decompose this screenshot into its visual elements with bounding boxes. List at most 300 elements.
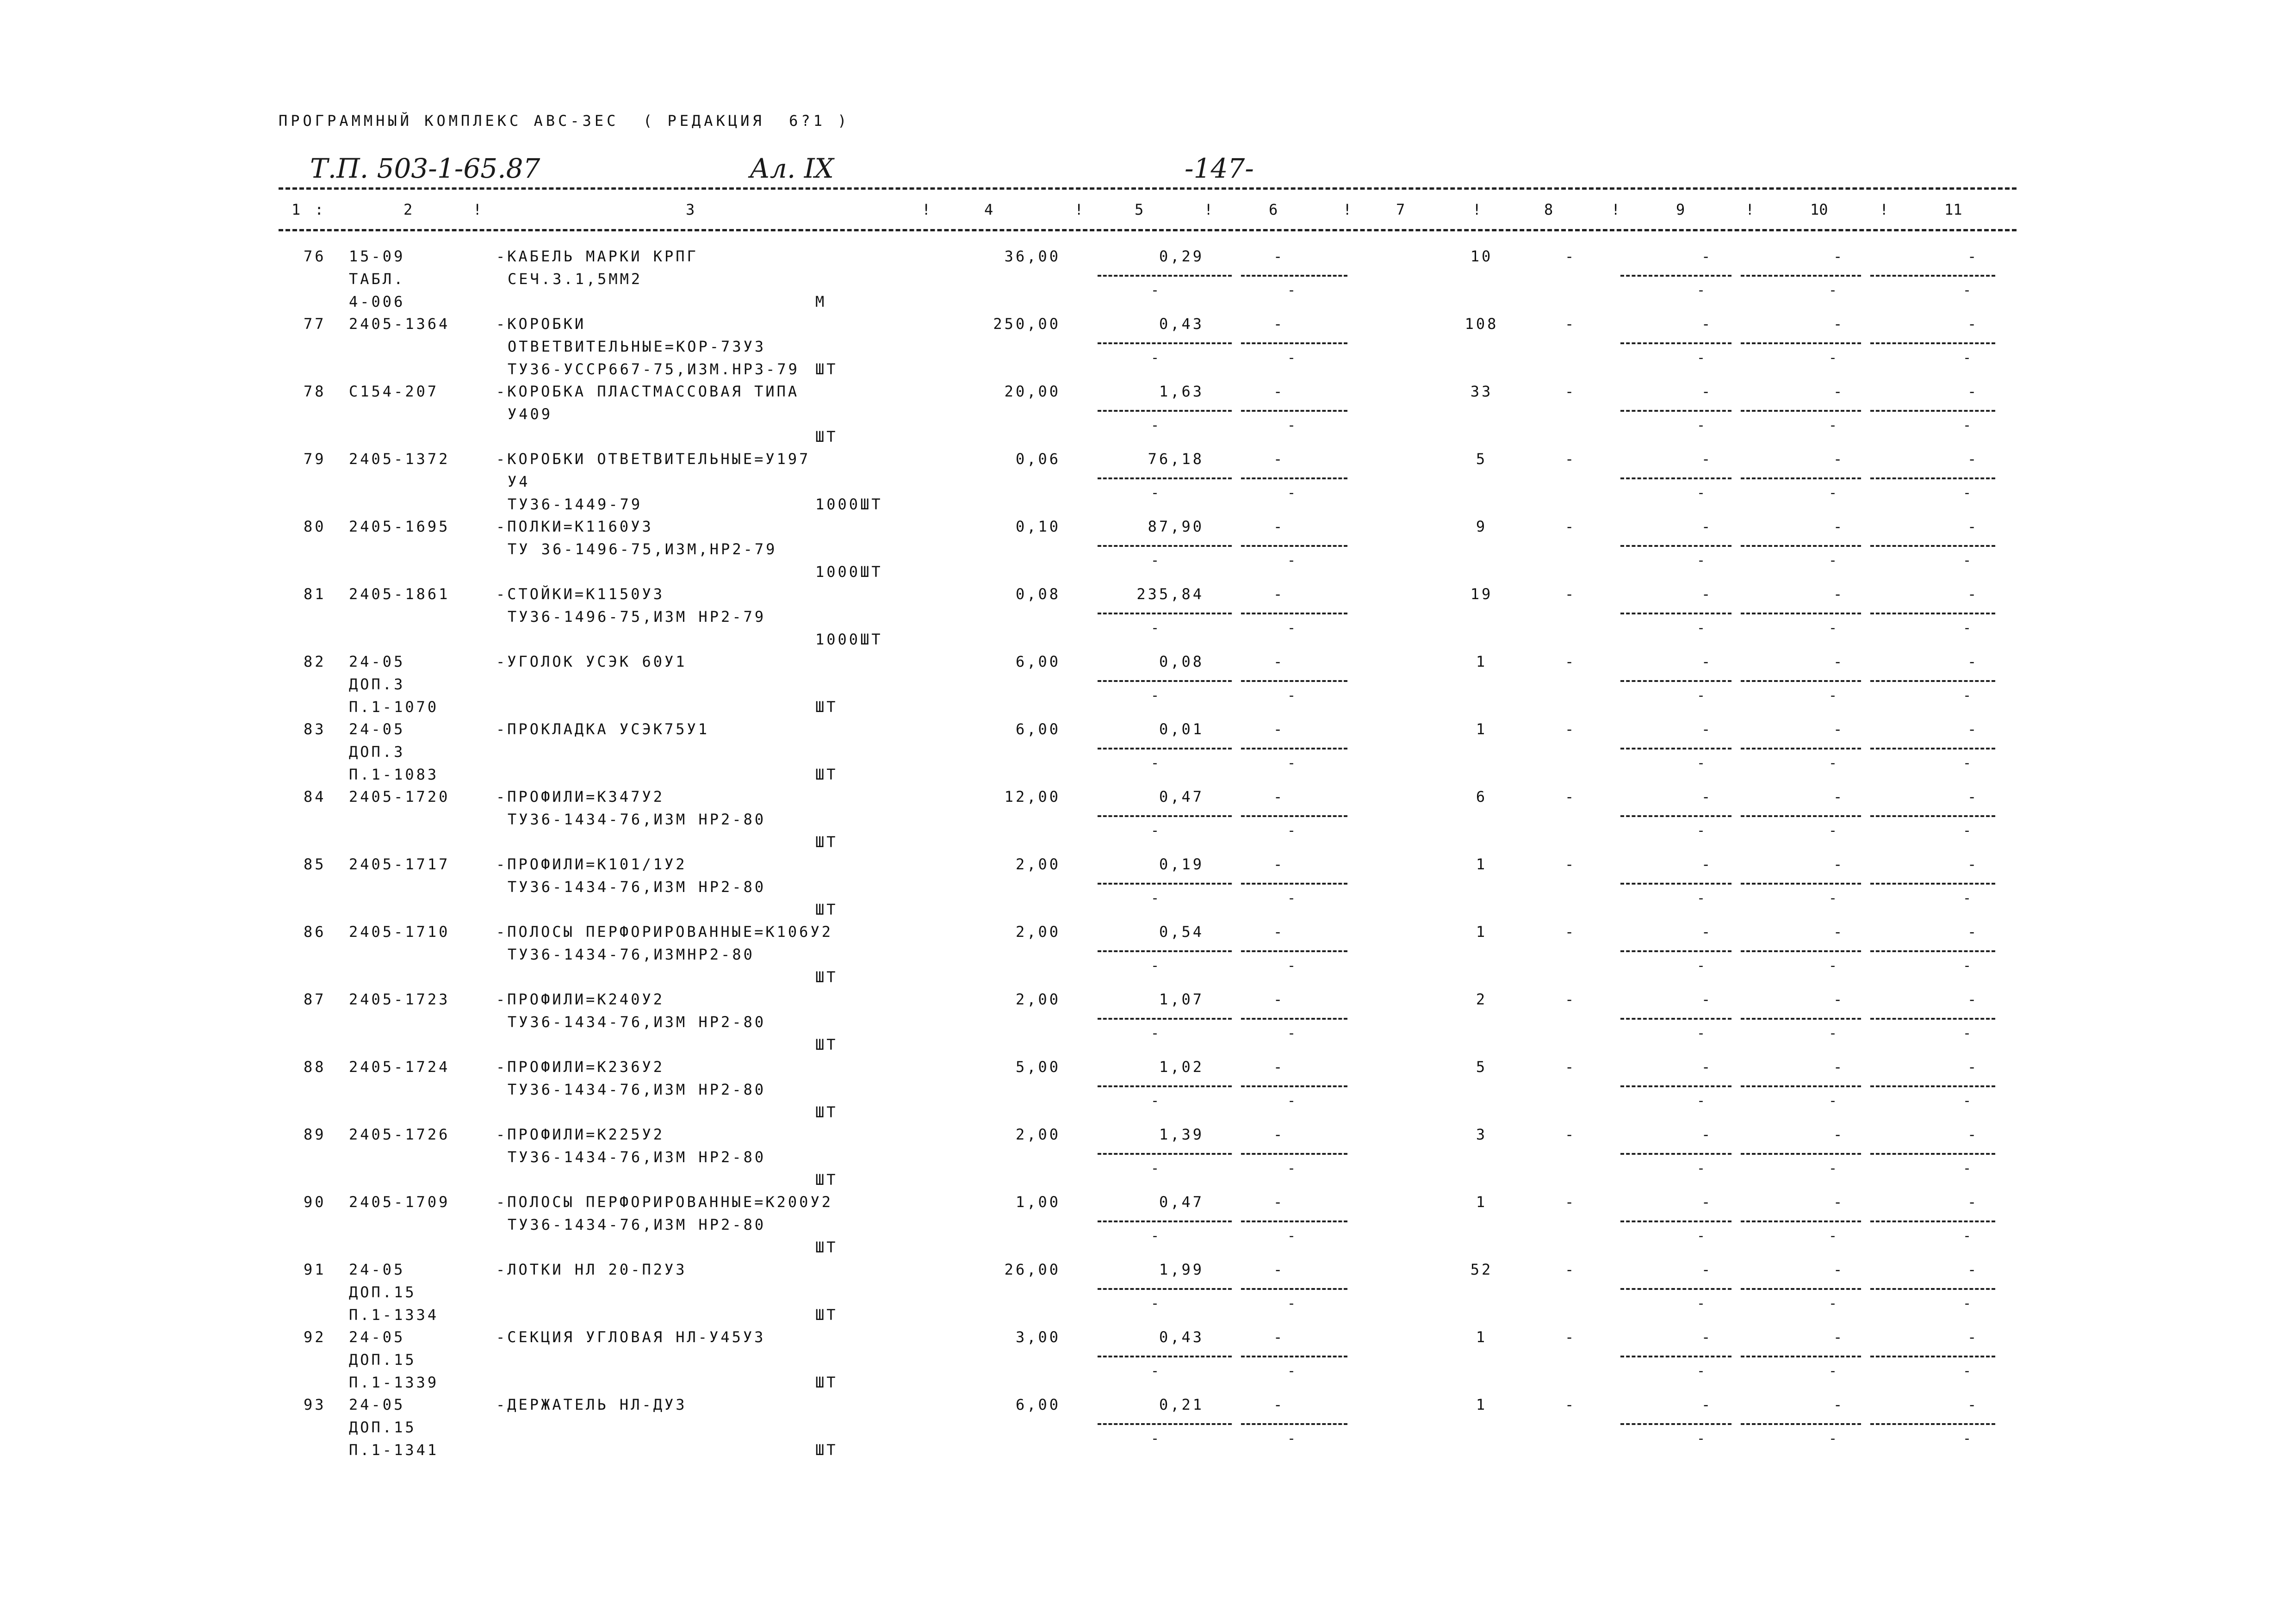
estimate-table (279, 245, 2017, 1461)
empty-cell-dash: - (1151, 755, 1162, 771)
row-name-line-2: У409 (508, 405, 553, 423)
empty-cell-dash: - (1697, 755, 1708, 771)
empty-cell-dash: - (1151, 823, 1162, 839)
row-unit-price: 1,99 (1159, 1261, 1204, 1278)
row-col-10: - (1833, 383, 1845, 400)
row-col-11: - (1967, 315, 1979, 333)
empty-cell-dash: - (1963, 620, 1974, 636)
row-quantity: 0,10 (1015, 518, 1061, 535)
row-code-line-3: П.1-1083 (349, 766, 439, 783)
cell-divider (1098, 680, 1232, 682)
row-unit: 1000ШТ (815, 631, 883, 648)
cell-divider (1741, 1288, 1861, 1290)
cell-divider (1870, 545, 1995, 547)
cell-divider (1870, 613, 1995, 614)
col-num-7: 7 (1396, 201, 1405, 218)
cell-divider (1098, 342, 1232, 344)
row-unit: ШТ (815, 428, 838, 446)
row-col-10: - (1833, 585, 1845, 603)
cell-divider (1620, 1288, 1731, 1290)
row-col-6: - (1273, 1396, 1285, 1413)
empty-cell-dash: - (1829, 1431, 1840, 1447)
cell-divider (1870, 815, 1995, 817)
row-code-line-1: 2405-1720 (349, 788, 450, 805)
cell-divider (1098, 950, 1232, 952)
row-unit-price: 0,54 (1159, 923, 1204, 941)
row-unit-price: 1,39 (1159, 1126, 1204, 1143)
empty-cell-dash: - (1151, 1363, 1162, 1379)
row-unit: ШТ (815, 1103, 838, 1121)
row-name-line-1: -СЕКЦИЯ УГЛОВАЯ НЛ-У45У3 (496, 1328, 766, 1346)
row-code-line-3: 4-006 (349, 293, 405, 310)
row-quantity: 6,00 (1015, 1396, 1061, 1413)
row-total: 5 (1476, 450, 1488, 468)
row-col-6: - (1273, 653, 1285, 670)
row-quantity: 6,00 (1015, 720, 1061, 738)
table-row (279, 313, 2017, 380)
program-header: ПРОГРАММНЫЙ КОМПЛЕКС АВС-3ЕС ( РЕДАКЦИЯ 6?1 ) (279, 112, 850, 130)
empty-cell-dash: - (1697, 620, 1708, 636)
row-quantity: 2,00 (1015, 923, 1061, 941)
cell-divider (1741, 477, 1861, 479)
empty-cell-dash: - (1697, 282, 1708, 298)
row-quantity: 36,00 (1004, 248, 1061, 265)
row-number: 81 (304, 585, 326, 603)
row-name-line-1: -ПРОФИЛИ=К347У2 (496, 788, 664, 805)
cell-divider (1098, 1018, 1232, 1020)
row-total: 5 (1476, 1058, 1488, 1076)
cell-divider (1098, 477, 1232, 479)
row-col-9: - (1701, 383, 1713, 400)
empty-cell-dash: - (1151, 1228, 1162, 1244)
empty-cell-dash: - (1151, 1025, 1162, 1041)
empty-cell-dash: - (1287, 1363, 1298, 1379)
empty-cell-dash: - (1963, 1431, 1974, 1447)
cell-divider (1741, 1018, 1861, 1020)
row-number: 76 (304, 248, 326, 265)
cell-divider (1620, 950, 1731, 952)
empty-cell-dash: - (1697, 1363, 1708, 1379)
col-num-11: 11 (1944, 201, 1962, 218)
row-quantity: 5,00 (1015, 1058, 1061, 1076)
cell-divider (1741, 883, 1861, 885)
row-name-line-2: ТУ36-1434-76,ИЗМ НР2-80 (508, 811, 766, 828)
cell-divider (1098, 748, 1232, 750)
empty-cell-dash: - (1963, 890, 1974, 906)
row-col-8: - (1565, 720, 1576, 738)
empty-cell-dash: - (1151, 688, 1162, 704)
row-col-6: - (1273, 315, 1285, 333)
empty-cell-dash: - (1963, 552, 1974, 569)
cell-divider (1870, 1423, 1995, 1425)
row-code-line-2: ДОП.3 (349, 743, 405, 761)
row-total: 1 (1476, 1193, 1488, 1211)
row-unit: ШТ (815, 901, 838, 918)
row-name-line-1: -КОРОБКИ (496, 315, 586, 333)
cell-divider (1620, 1018, 1731, 1020)
table-row (279, 650, 2017, 718)
cell-divider (1741, 815, 1861, 817)
empty-cell-dash: - (1287, 485, 1298, 501)
row-col-6: - (1273, 248, 1285, 265)
cell-divider (1098, 883, 1232, 885)
cell-divider (1741, 410, 1861, 412)
col-num-2: 2 (403, 201, 413, 218)
row-col-9: - (1701, 248, 1713, 265)
table-row (279, 380, 2017, 448)
empty-cell-dash: - (1151, 350, 1162, 366)
row-unit: ШТ (815, 833, 838, 851)
row-quantity: 26,00 (1004, 1261, 1061, 1278)
cell-divider (1620, 883, 1731, 885)
row-code-line-3: П.1-1339 (349, 1374, 439, 1391)
table-row (279, 1258, 2017, 1326)
table-row (279, 921, 2017, 988)
cell-divider (1741, 950, 1861, 952)
header-rule (279, 229, 2017, 231)
empty-cell-dash: - (1829, 890, 1840, 906)
row-unit: ШТ (815, 1441, 838, 1459)
row-name-line-3: ТУ36-1449-79 (508, 496, 643, 513)
empty-cell-dash: - (1151, 890, 1162, 906)
row-col-11: - (1967, 585, 1979, 603)
empty-cell-dash: - (1963, 1025, 1974, 1041)
row-unit-price: 1,63 (1159, 383, 1204, 400)
row-number: 83 (304, 720, 326, 738)
row-col-6: - (1273, 1261, 1285, 1278)
row-col-6: - (1273, 923, 1285, 941)
cell-divider (1870, 1018, 1995, 1020)
row-name-line-2: ТУ36-1434-76,ИЗМ НР2-80 (508, 1081, 766, 1098)
cell-divider (1870, 680, 1995, 682)
row-unit: ШТ (815, 360, 838, 378)
empty-cell-dash: - (1287, 350, 1298, 366)
row-col-11: - (1967, 1058, 1979, 1076)
project-number-stamp: Т.П. 503-1-65.87 (310, 153, 540, 184)
row-unit: ШТ (815, 1374, 838, 1391)
top-rule (279, 187, 2017, 190)
row-code-line-1: 2405-1710 (349, 923, 450, 941)
empty-cell-dash: - (1697, 958, 1708, 974)
empty-cell-dash: - (1697, 1093, 1708, 1109)
empty-cell-dash: - (1963, 823, 1974, 839)
row-col-6: - (1273, 585, 1285, 603)
empty-cell-dash: - (1287, 552, 1298, 569)
cell-divider (1098, 613, 1232, 614)
row-quantity: 0,06 (1015, 450, 1061, 468)
row-number: 78 (304, 383, 326, 400)
row-name-line-1: -КОРОБКИ ОТВЕТВИТЕЛЬНЫЕ=У197 (496, 450, 811, 468)
row-col-6: - (1273, 855, 1285, 873)
cell-divider (1741, 1220, 1861, 1222)
cell-divider (1870, 1356, 1995, 1357)
row-unit-price: 0,01 (1159, 720, 1204, 738)
table-row (279, 1191, 2017, 1258)
empty-cell-dash: - (1287, 958, 1298, 974)
cell-divider (1870, 950, 1995, 952)
empty-cell-dash: - (1963, 1228, 1974, 1244)
row-total: 3 (1476, 1126, 1488, 1143)
row-code-line-1: 24-05 (349, 1396, 405, 1413)
empty-cell-dash: - (1829, 1363, 1840, 1379)
row-col-11: - (1967, 855, 1979, 873)
cell-divider (1241, 748, 1347, 750)
row-total: 19 (1470, 585, 1493, 603)
column-number-row: 1 : 2 ! 3 ! 4 ! 5 ! 6 ! 7 ! 8 ! 9 ! 10 ! 11 (292, 201, 1962, 218)
cell-divider (1241, 1153, 1347, 1155)
row-col-8: - (1565, 585, 1576, 603)
row-unit-price: 0,19 (1159, 855, 1204, 873)
cell-divider (1741, 748, 1861, 750)
row-code-line-3: П.1-1070 (349, 698, 439, 716)
row-number: 91 (304, 1261, 326, 1278)
row-code-line-1: 2405-1364 (349, 315, 450, 333)
row-col-9: - (1701, 1058, 1713, 1076)
row-col-11: - (1967, 923, 1979, 941)
empty-cell-dash: - (1963, 1363, 1974, 1379)
row-code-line-1: 2405-1695 (349, 518, 450, 535)
row-col-9: - (1701, 585, 1713, 603)
row-col-6: - (1273, 1126, 1285, 1143)
row-name-line-2: ТУ36-1434-76,ИЗМНР2-80 (508, 946, 755, 963)
cell-divider (1620, 1085, 1731, 1087)
cell-divider (1620, 815, 1731, 817)
empty-cell-dash: - (1151, 282, 1162, 298)
row-unit: ШТ (815, 698, 838, 716)
row-col-11: - (1967, 1261, 1979, 1278)
row-number: 89 (304, 1126, 326, 1143)
row-col-8: - (1565, 923, 1576, 941)
empty-cell-dash: - (1287, 823, 1298, 839)
col-num-1: 1 (292, 201, 301, 218)
cell-divider (1870, 275, 1995, 277)
row-unit-price: 1,07 (1159, 991, 1204, 1008)
row-unit: ШТ (815, 968, 838, 986)
cell-divider (1620, 477, 1731, 479)
empty-cell-dash: - (1829, 485, 1840, 501)
empty-cell-dash: - (1697, 1228, 1708, 1244)
cell-divider (1241, 342, 1347, 344)
row-name-line-2: ТУ36-1434-76,ИЗМ НР2-80 (508, 1013, 766, 1031)
row-total: 1 (1476, 923, 1488, 941)
cell-divider (1241, 275, 1347, 277)
empty-cell-dash: - (1697, 688, 1708, 704)
row-unit-price: 0,43 (1159, 1328, 1204, 1346)
row-total: 1 (1476, 855, 1488, 873)
row-code-line-3: П.1-1334 (349, 1306, 439, 1324)
row-code-line-1: 24-05 (349, 720, 405, 738)
table-row (279, 853, 2017, 921)
row-col-9: - (1701, 315, 1713, 333)
row-col-10: - (1833, 1058, 1845, 1076)
cell-divider (1620, 275, 1731, 277)
row-unit-price: 0,47 (1159, 1193, 1204, 1211)
empty-cell-dash: - (1287, 755, 1298, 771)
empty-cell-dash: - (1697, 1295, 1708, 1312)
row-col-6: - (1273, 383, 1285, 400)
cell-divider (1241, 410, 1347, 412)
empty-cell-dash: - (1829, 350, 1840, 366)
row-col-11: - (1967, 383, 1979, 400)
col-num-10: 10 (1810, 201, 1828, 218)
empty-cell-dash: - (1963, 1093, 1974, 1109)
cell-divider (1241, 613, 1347, 614)
empty-cell-dash: - (1151, 620, 1162, 636)
empty-cell-dash: - (1829, 755, 1840, 771)
cell-divider (1098, 1423, 1232, 1425)
row-name-line-2: ТУ36-1434-76,ИЗМ НР2-80 (508, 1148, 766, 1166)
row-col-11: - (1967, 1193, 1979, 1211)
row-col-9: - (1701, 1261, 1713, 1278)
row-total: 52 (1470, 1261, 1493, 1278)
cell-divider (1741, 1153, 1861, 1155)
cell-divider (1241, 950, 1347, 952)
row-col-6: - (1273, 788, 1285, 805)
row-col-10: - (1833, 1328, 1845, 1346)
row-col-6: - (1273, 720, 1285, 738)
cell-divider (1741, 545, 1861, 547)
cell-divider (1098, 1085, 1232, 1087)
row-col-10: - (1833, 923, 1845, 941)
row-unit: ШТ (815, 1239, 838, 1256)
row-name-line-2: СЕЧ.3.1,5ММ2 (508, 270, 643, 288)
row-col-8: - (1565, 383, 1576, 400)
empty-cell-dash: - (1829, 1228, 1840, 1244)
row-quantity: 2,00 (1015, 991, 1061, 1008)
row-number: 77 (304, 315, 326, 333)
row-col-8: - (1565, 1126, 1576, 1143)
row-name-line-2: ТУ36-1434-76,ИЗМ НР2-80 (508, 1216, 766, 1233)
empty-cell-dash: - (1697, 1025, 1708, 1041)
row-code-line-1: 2405-1717 (349, 855, 450, 873)
row-col-11: - (1967, 450, 1979, 468)
empty-cell-dash: - (1697, 890, 1708, 906)
cell-divider (1241, 1085, 1347, 1087)
cell-divider (1741, 613, 1861, 614)
row-col-10: - (1833, 788, 1845, 805)
cell-divider (1870, 1085, 1995, 1087)
row-name-line-2: ТУ36-1434-76,ИЗМ НР2-80 (508, 878, 766, 896)
row-col-9: - (1701, 720, 1713, 738)
cell-divider (1241, 1220, 1347, 1222)
row-name-line-1: -ПРОФИЛИ=К240У2 (496, 991, 664, 1008)
col-num-5: 5 (1135, 201, 1144, 218)
empty-cell-dash: - (1697, 485, 1708, 501)
row-col-6: - (1273, 450, 1285, 468)
row-col-8: - (1565, 450, 1576, 468)
cell-divider (1620, 1356, 1731, 1357)
table-row (279, 1394, 2017, 1461)
row-name-line-1: -КОРОБКА ПЛАСТМАССОВАЯ ТИПА (496, 383, 800, 400)
row-col-9: - (1701, 788, 1713, 805)
empty-cell-dash: - (1963, 755, 1974, 771)
row-total: 6 (1476, 788, 1488, 805)
row-number: 90 (304, 1193, 326, 1211)
row-unit: ШТ (815, 766, 838, 783)
album-stamp: Ал. IX (750, 153, 834, 184)
row-total: 33 (1470, 383, 1493, 400)
table-row (279, 1056, 2017, 1123)
row-col-8: - (1565, 1261, 1576, 1278)
cell-divider (1241, 883, 1347, 885)
row-name-line-2: ТУ36-1496-75,ИЗМ НР2-79 (508, 608, 766, 626)
col-num-3: 3 (686, 201, 695, 218)
empty-cell-dash: - (1287, 282, 1298, 298)
empty-cell-dash: - (1963, 417, 1974, 434)
empty-cell-dash: - (1287, 1228, 1298, 1244)
row-col-10: - (1833, 720, 1845, 738)
row-name-line-1: -ЛОТКИ НЛ 20-П2У3 (496, 1261, 687, 1278)
row-total: 2 (1476, 991, 1488, 1008)
cell-divider (1620, 1153, 1731, 1155)
row-code-line-1: 2405-1723 (349, 991, 450, 1008)
row-quantity: 1,00 (1015, 1193, 1061, 1211)
empty-cell-dash: - (1151, 958, 1162, 974)
cell-divider (1620, 680, 1731, 682)
row-unit-price: 0,29 (1159, 248, 1204, 265)
row-code-line-3: П.1-1341 (349, 1441, 439, 1459)
empty-cell-dash: - (1287, 890, 1298, 906)
cell-divider (1741, 1356, 1861, 1357)
empty-cell-dash: - (1829, 1093, 1840, 1109)
row-col-8: - (1565, 1058, 1576, 1076)
table-row (279, 786, 2017, 853)
row-name-line-1: -ПРОКЛАДКА УСЭК75У1 (496, 720, 710, 738)
row-code-line-2: ТАБЛ. (349, 270, 405, 288)
row-col-10: - (1833, 315, 1845, 333)
empty-cell-dash: - (1829, 620, 1840, 636)
row-name-line-3: ТУ36-УССР667-75,ИЗМ.НР3-79 (508, 360, 800, 378)
row-total: 1 (1476, 1396, 1488, 1413)
cell-divider (1241, 680, 1347, 682)
row-col-9: - (1701, 518, 1713, 535)
row-number: 86 (304, 923, 326, 941)
cell-divider (1241, 545, 1347, 547)
table-row (279, 448, 2017, 515)
row-name-line-2: ОТВЕТВИТЕЛЬНЫЕ=КОР-73У3 (508, 338, 766, 355)
empty-cell-dash: - (1697, 350, 1708, 366)
row-col-6: - (1273, 991, 1285, 1008)
row-col-8: - (1565, 788, 1576, 805)
cell-divider (1620, 410, 1731, 412)
cell-divider (1741, 680, 1861, 682)
empty-cell-dash: - (1151, 485, 1162, 501)
table-row (279, 1326, 2017, 1394)
row-number: 85 (304, 855, 326, 873)
row-col-11: - (1967, 720, 1979, 738)
row-code-line-1: 2405-1861 (349, 585, 450, 603)
empty-cell-dash: - (1829, 1295, 1840, 1312)
table-row (279, 718, 2017, 786)
table-row (279, 245, 2017, 313)
cell-divider (1870, 1288, 1995, 1290)
row-col-10: - (1833, 1261, 1845, 1278)
row-number: 87 (304, 991, 326, 1008)
row-quantity: 6,00 (1015, 653, 1061, 670)
row-name-line-1: -ДЕРЖАТЕЛЬ НЛ-ДУ3 (496, 1396, 687, 1413)
empty-cell-dash: - (1151, 1093, 1162, 1109)
empty-cell-dash: - (1697, 417, 1708, 434)
cell-divider (1870, 1220, 1995, 1222)
empty-cell-dash: - (1697, 1431, 1708, 1447)
row-unit: 1000ШТ (815, 563, 883, 581)
row-col-6: - (1273, 518, 1285, 535)
cell-divider (1241, 477, 1347, 479)
cell-divider (1241, 1018, 1347, 1020)
row-name-line-1: -ПРОФИЛИ=К236У2 (496, 1058, 664, 1076)
row-name-line-1: -УГОЛОК УСЭК 60У1 (496, 653, 687, 670)
empty-cell-dash: - (1287, 417, 1298, 434)
